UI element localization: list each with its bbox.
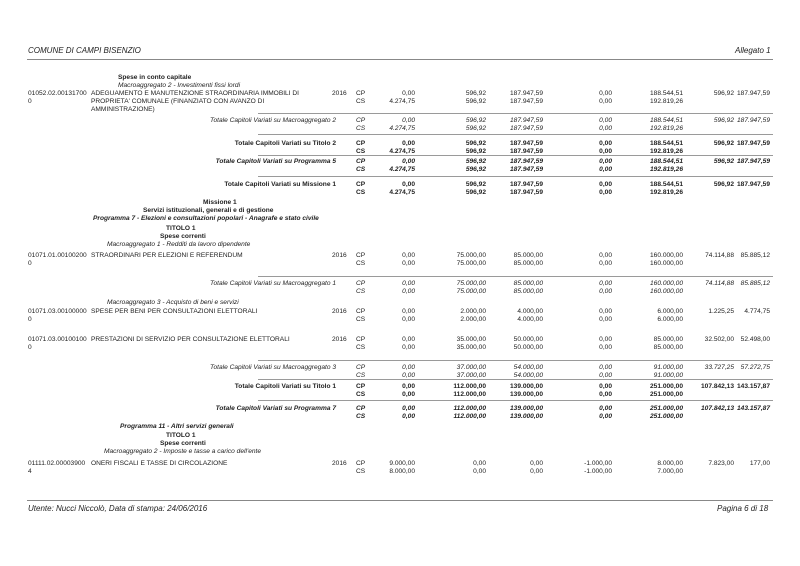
amount-cell: 4.274,75: [389, 125, 415, 132]
amount-cell: 112.000,00: [453, 383, 486, 390]
amount-type: CS: [356, 260, 366, 267]
amount-cell: 596,92: [465, 181, 486, 188]
amount-cell: 596,92: [465, 90, 486, 97]
amount-cell: 57.272,75: [740, 364, 770, 371]
chapter-description: PROPRIETA' COMUNALE (FINANZIATO CON AVANZO DI: [91, 98, 265, 105]
amount-cell: 91.000,00: [653, 372, 683, 379]
amount-cell: 251.000,00: [649, 405, 683, 412]
amount-type: CP: [356, 280, 366, 287]
amount-cell: 0,00: [402, 117, 415, 124]
section-heading: Spese correnti: [160, 233, 206, 240]
chapter-code: 01071.03.00100100: [28, 336, 87, 343]
amount-cell: -1.000,00: [584, 468, 612, 475]
amount-cell: 0,00: [599, 383, 612, 390]
amount-cell: 75.000,00: [456, 252, 486, 259]
amount-type: CP: [356, 181, 366, 188]
section-heading: Macroaggregato 2 - Imposte e tasse a carico dell'ente: [104, 448, 262, 455]
amount-cell: 4.274,75: [389, 189, 415, 196]
amount-type: CP: [356, 460, 366, 467]
chapter-code: 01052.02.00131700: [28, 90, 87, 97]
total-separator: [258, 176, 773, 177]
amount-type: CS: [356, 98, 366, 105]
amount-cell: 33.727,25: [704, 364, 734, 371]
chapter-code: 01071.01.00100200: [28, 252, 87, 259]
amount-type: CP: [356, 308, 366, 315]
amount-cell: 4.774,75: [744, 308, 770, 315]
amount-cell: 112.000,00: [453, 405, 486, 412]
amount-cell: 0,00: [599, 308, 612, 315]
amount-cell: 596,92: [465, 189, 486, 196]
amount-cell: 107.842,13: [700, 405, 734, 412]
amount-cell: 37.000,00: [456, 364, 486, 371]
amount-cell: 187.947,59: [509, 117, 543, 124]
footer-user: Utente: Nucci Niccolò, Data di stampa: 24/06/2016: [28, 504, 208, 513]
amount-cell: 187.947,59: [736, 90, 770, 97]
total-separator: [258, 360, 773, 361]
amount-cell: 0,00: [599, 316, 612, 323]
chapter-code-suffix: 0: [28, 260, 32, 267]
section-heading: Spese correnti: [160, 440, 206, 447]
amount-cell: 0,00: [599, 98, 612, 105]
amount-cell: 596,92: [713, 90, 734, 97]
total-label: Totale Capitoli Variati su Missione 1: [224, 181, 336, 188]
amount-type: CP: [356, 252, 366, 259]
amount-cell: 596,92: [465, 158, 486, 165]
amount-cell: 0,00: [599, 117, 612, 124]
amount-cell: 0,00: [402, 364, 415, 371]
amount-cell: 2.000,00: [460, 316, 486, 323]
total-separator: [258, 379, 773, 380]
amount-cell: 187.947,59: [509, 181, 543, 188]
amount-type: CP: [356, 405, 366, 412]
chapter-code-suffix: 0: [28, 316, 32, 323]
amount-cell: 0,00: [599, 372, 612, 379]
amount-type: CS: [356, 413, 366, 420]
amount-cell: 32.502,00: [704, 336, 734, 343]
amount-type: CP: [356, 383, 366, 390]
amount-cell: 74.114,88: [705, 280, 734, 287]
section-heading: TITOLO 1: [166, 225, 196, 232]
amount-cell: 112.000,00: [453, 391, 486, 398]
amount-cell: 0,00: [599, 288, 612, 295]
amount-cell: 9.000,00: [389, 460, 415, 467]
amount-cell: 596,92: [465, 125, 486, 132]
amount-cell: 0,00: [402, 280, 415, 287]
amount-cell: 0,00: [599, 140, 612, 147]
amount-cell: 0,00: [599, 189, 612, 196]
amount-cell: 0,00: [530, 468, 543, 475]
amount-cell: 91.000,00: [653, 364, 683, 371]
amount-cell: 0,00: [599, 252, 612, 259]
amount-cell: 50.000,00: [513, 344, 543, 351]
amount-cell: 251.000,00: [649, 391, 683, 398]
amount-cell: 75.000,00: [456, 288, 486, 295]
amount-cell: 188.544,51: [649, 117, 683, 124]
section-heading: TITOLO 1: [166, 432, 196, 439]
total-separator: [258, 400, 773, 401]
amount-cell: 0,00: [402, 308, 415, 315]
amount-cell: 0,00: [599, 260, 612, 267]
amount-cell: 160.000,00: [649, 288, 683, 295]
chapter-code: 01111.02.00003900: [28, 460, 86, 467]
amount-cell: 0,00: [402, 336, 415, 343]
amount-cell: 187.947,59: [509, 98, 543, 105]
amount-cell: 596,92: [713, 140, 734, 147]
amount-cell: 0,00: [599, 405, 612, 412]
amount-cell: 50.000,00: [513, 336, 543, 343]
amount-cell: 35.000,00: [456, 344, 486, 351]
total-label: Totale Capitoli Variati su Titolo 2: [234, 140, 336, 147]
amount-cell: 188.544,51: [649, 158, 683, 165]
amount-cell: 54.000,00: [513, 372, 543, 379]
amount-type: CS: [356, 148, 366, 155]
amount-cell: 187.947,59: [509, 189, 543, 196]
amount-cell: 85.000,00: [513, 260, 543, 267]
amount-cell: 0,00: [530, 460, 543, 467]
amount-type: CP: [356, 364, 366, 371]
amount-type: CS: [356, 468, 366, 475]
amount-cell: 160.000,00: [649, 280, 683, 287]
chapter-code: 01071.03.00100000: [28, 308, 87, 315]
amount-cell: 596,92: [465, 148, 486, 155]
amount-type: CS: [356, 166, 366, 173]
amount-cell: -1.000,00: [584, 460, 612, 467]
chapter-description: PRESTAZIONI DI SERVIZIO PER CONSULTAZIONE ELETTORALI: [91, 336, 290, 343]
amount-cell: 596,92: [465, 140, 486, 147]
chapter-description: AMMINISTRAZIONE): [91, 106, 155, 113]
amount-cell: 596,92: [713, 117, 734, 124]
amount-type: CP: [356, 140, 366, 147]
amount-cell: 139.000,00: [509, 391, 543, 398]
entity-name: COMUNE DI CAMPI BISENZIO: [28, 46, 141, 55]
amount-cell: 0,00: [599, 344, 612, 351]
amount-cell: 4.000,00: [517, 316, 543, 323]
chapter-year: 2016: [332, 252, 347, 259]
chapter-year: 2016: [332, 460, 347, 467]
amount-cell: 0,00: [402, 181, 415, 188]
amount-cell: 0,00: [599, 336, 612, 343]
amount-cell: 85.885,12: [740, 280, 770, 287]
footer-rule: [27, 500, 773, 501]
amount-cell: 596,92: [713, 181, 734, 188]
amount-type: CS: [356, 189, 366, 196]
chapter-code-suffix: 4: [28, 468, 32, 475]
chapter-description: SPESE PER BENI PER CONSULTAZIONI ELETTORALI: [91, 308, 258, 315]
amount-cell: 0,00: [599, 181, 612, 188]
amount-cell: 0,00: [402, 391, 415, 398]
amount-type: CS: [356, 344, 366, 351]
amount-cell: 4.274,75: [389, 148, 415, 155]
amount-cell: 0,00: [402, 252, 415, 259]
amount-cell: 0,00: [599, 364, 612, 371]
amount-cell: 0,00: [599, 125, 612, 132]
amount-cell: 139.000,00: [509, 405, 543, 412]
amount-type: CP: [356, 158, 366, 165]
amount-cell: 0,00: [402, 140, 415, 147]
amount-cell: 0,00: [402, 383, 415, 390]
chapter-year: 2016: [332, 308, 347, 315]
amount-cell: 0,00: [402, 344, 415, 351]
amount-cell: 187.947,59: [736, 140, 770, 147]
section-heading: Macroaggregato 2 - Investimenti fissi lordi: [118, 82, 241, 89]
amount-cell: 0,00: [599, 280, 612, 287]
total-label: Totale Capitoli Variati su Programma 5: [215, 158, 336, 165]
amount-cell: 0,00: [402, 316, 415, 323]
amount-cell: 2.000,00: [460, 308, 486, 315]
amount-cell: 0,00: [473, 468, 486, 475]
chapter-code-suffix: 0: [28, 344, 32, 351]
amount-type: CS: [356, 391, 366, 398]
amount-cell: 0,00: [599, 413, 612, 420]
section-heading: Macroaggregato 1 - Redditi da lavoro dipendente: [107, 241, 251, 248]
amount-type: CS: [356, 288, 366, 295]
chapter-year: 2016: [332, 90, 347, 97]
amount-cell: 0,00: [402, 405, 415, 412]
amount-cell: 187.947,59: [509, 158, 543, 165]
amount-cell: 187.947,59: [509, 90, 543, 97]
section-heading: Missione 1: [203, 199, 237, 206]
amount-cell: 0,00: [402, 413, 415, 420]
amount-cell: 187.947,59: [736, 117, 770, 124]
total-label: Totale Capitoli Variati su Macroaggregato 2: [210, 117, 336, 124]
amount-cell: 75.000,00: [456, 260, 486, 267]
amount-cell: 4.274,75: [389, 166, 415, 173]
amount-cell: 192.819,26: [649, 125, 683, 132]
amount-cell: 251.000,00: [649, 383, 683, 390]
amount-cell: 0,00: [599, 90, 612, 97]
section-heading: Programma 7 - Elezioni e consultazioni popolari - Anagrafe e stato civile: [93, 215, 319, 222]
chapter-year: 2016: [332, 336, 347, 343]
amount-cell: 192.819,26: [649, 148, 683, 155]
amount-cell: 596,92: [465, 117, 486, 124]
amount-cell: 107.842,13: [700, 383, 734, 390]
amount-cell: 160.000,00: [649, 252, 683, 259]
total-separator: [258, 155, 773, 156]
footer-page: Pagina 6 di 18: [717, 504, 769, 513]
amount-cell: 596,92: [465, 166, 486, 173]
total-separator: [258, 276, 773, 277]
amount-cell: 192.819,26: [649, 166, 683, 173]
amount-cell: 187.947,59: [509, 125, 543, 132]
amount-cell: 0,00: [402, 260, 415, 267]
amount-cell: 187.947,59: [736, 181, 770, 188]
section-heading: Programma 11 - Altri servizi generali: [120, 423, 234, 430]
amount-type: CS: [356, 372, 366, 379]
amount-cell: 8.000,00: [657, 460, 683, 467]
amount-cell: 143.157,87: [736, 383, 770, 390]
amount-cell: 4.274,75: [389, 98, 415, 105]
amount-cell: 37.000,00: [456, 372, 486, 379]
amount-cell: 4.000,00: [517, 308, 543, 315]
amount-type: CP: [356, 117, 366, 124]
amount-cell: 85.000,00: [653, 344, 683, 351]
chapter-description: STRAORDINARI PER ELEZIONI E REFERENDUM: [91, 252, 243, 259]
amount-type: CP: [356, 90, 366, 97]
amount-cell: 0,00: [599, 148, 612, 155]
amount-cell: 188.544,51: [649, 140, 683, 147]
amount-cell: 187.947,59: [736, 158, 770, 165]
chapter-code-suffix: 0: [28, 98, 32, 105]
amount-cell: 85.885,12: [740, 252, 770, 259]
total-label: Totale Capitoli Variati su Titolo 1: [234, 383, 336, 390]
amount-cell: 0,00: [402, 158, 415, 165]
amount-cell: 6.000,00: [657, 308, 683, 315]
amount-cell: 0,00: [402, 288, 415, 295]
section-heading: Macroaggregato 3 - Acquisto di beni e servizi: [107, 299, 239, 306]
amount-cell: 139.000,00: [509, 413, 543, 420]
amount-cell: 188.544,51: [649, 90, 683, 97]
total-separator: [258, 113, 773, 114]
amount-type: CP: [356, 336, 366, 343]
attachment-label: Allegato 1: [735, 46, 771, 55]
amount-cell: 0,00: [599, 166, 612, 173]
amount-type: CS: [356, 316, 366, 323]
amount-cell: 0,00: [402, 90, 415, 97]
amount-cell: 251.000,00: [649, 413, 683, 420]
amount-cell: 192.819,26: [649, 189, 683, 196]
amount-cell: 139.000,00: [509, 383, 543, 390]
amount-cell: 0,00: [402, 372, 415, 379]
amount-type: CS: [356, 125, 366, 132]
amount-cell: 85.000,00: [513, 280, 543, 287]
section-heading: Servizi istituzionali, generali e di gestione: [143, 207, 274, 214]
amount-cell: 0,00: [473, 460, 486, 467]
amount-cell: 160.000,00: [649, 260, 683, 267]
amount-cell: 54.000,00: [513, 364, 543, 371]
amount-cell: 7.823,00: [708, 460, 734, 467]
amount-cell: 85.000,00: [653, 336, 683, 343]
total-label: Totale Capitoli Variati su Macroaggregato 3: [210, 364, 336, 371]
header-rule: [27, 59, 773, 60]
amount-cell: 0,00: [599, 158, 612, 165]
amount-cell: 596,92: [465, 98, 486, 105]
amount-cell: 7.000,00: [657, 468, 683, 475]
amount-cell: 596,92: [713, 158, 734, 165]
amount-cell: 85.000,00: [513, 288, 543, 295]
amount-cell: 192.819,26: [649, 98, 683, 105]
total-label: Totale Capitoli Variati su Macroaggregato 1: [210, 280, 336, 287]
chapter-description: ADEGUAMENTO E MANUTENZIONE STRAORDINARIA IMMOBILI DI: [91, 90, 299, 97]
total-separator: [258, 134, 773, 135]
amount-cell: 188.544,51: [649, 181, 683, 188]
chapter-description: ONERI FISCALI E TASSE DI CIRCOLAZIONE: [91, 460, 228, 467]
section-heading: Spese in conto capitale: [118, 74, 192, 81]
amount-cell: 187.947,59: [509, 140, 543, 147]
amount-cell: 177,00: [749, 460, 770, 467]
amount-cell: 187.947,59: [509, 166, 543, 173]
amount-cell: 6.000,00: [657, 316, 683, 323]
amount-cell: 74.114,88: [705, 252, 734, 259]
amount-cell: 85.000,00: [513, 252, 543, 259]
amount-cell: 35.000,00: [456, 336, 486, 343]
amount-cell: 112.000,00: [453, 413, 486, 420]
amount-cell: 0,00: [599, 391, 612, 398]
amount-cell: 187.947,59: [509, 148, 543, 155]
total-label: Totale Capitoli Variati su Programma 7: [215, 405, 336, 412]
amount-cell: 1.225,25: [708, 308, 734, 315]
amount-cell: 143.157,87: [736, 405, 770, 412]
amount-cell: 8.000,00: [389, 468, 415, 475]
amount-cell: 52.498,00: [740, 336, 770, 343]
amount-cell: 75.000,00: [456, 280, 486, 287]
